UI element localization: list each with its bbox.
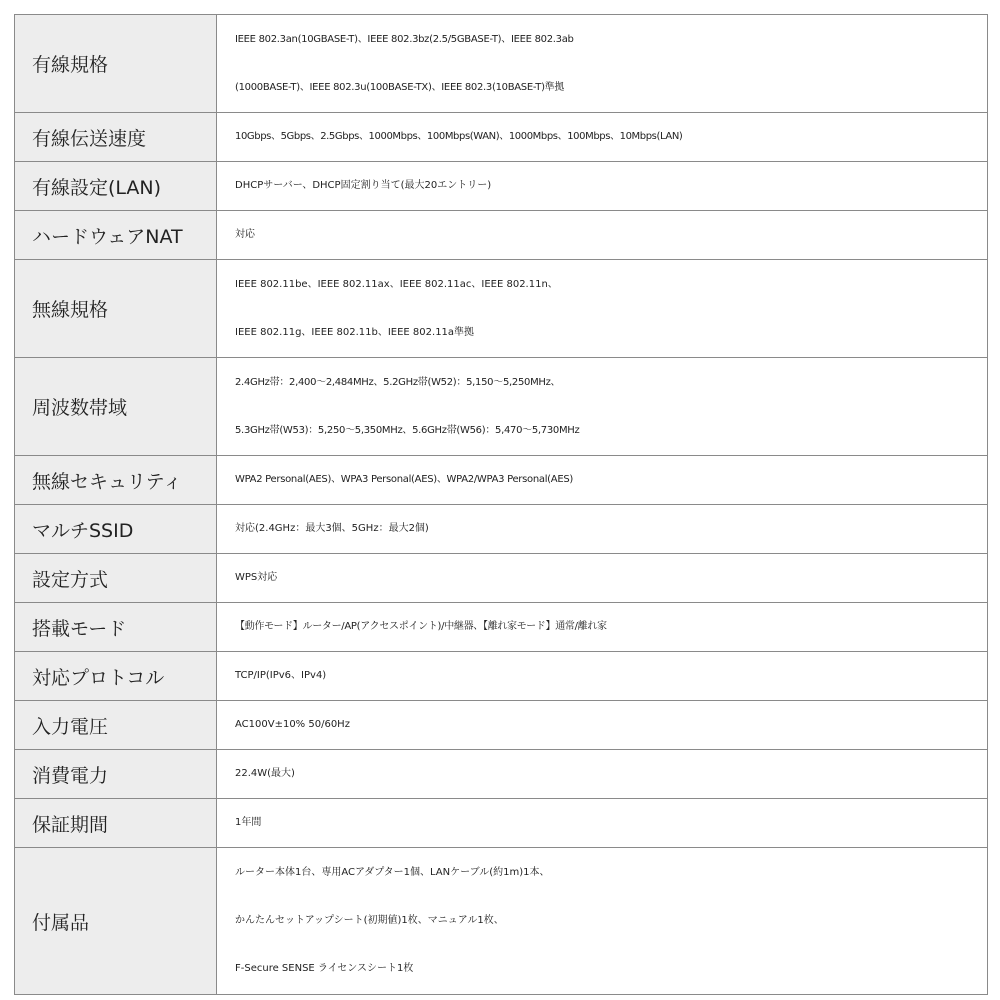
spec-value-line: IEEE 802.11g、IEEE 802.11b、IEEE 802.11a準拠 — [235, 326, 475, 338]
spec-value-line: IEEE 802.11be、IEEE 802.11ax、IEEE 802.11ac、IEEE 802.11n、 — [235, 278, 558, 290]
spec-value — [217, 505, 988, 554]
spec-value-line: 22.4W(最大) — [235, 768, 295, 779]
spec-label: 周波数帯域 — [15, 358, 217, 456]
spec-value-line: IEEE 802.3an(10GBASE-T)、IEEE 802.3bz(2.5/5GBASE-T)、IEEE 802.3ab — [235, 33, 574, 45]
spec-row-wireless-security — [15, 456, 988, 505]
spec-label: 付属品 — [15, 848, 217, 995]
spec-row-warranty — [15, 799, 988, 848]
spec-label: 消費電力 — [15, 750, 217, 799]
spec-row-input-voltage — [15, 701, 988, 750]
spec-row-accessories — [15, 848, 988, 995]
spec-label: 保証期間 — [15, 799, 217, 848]
spec-value-line: 10Gbps、5Gbps、2.5Gbps、1000Mbps、100Mbps(WAN)、1000Mbps、100Mbps、10Mbps(LAN) — [235, 131, 683, 142]
spec-row-wired-lan-settings — [15, 162, 988, 211]
spec-value — [217, 211, 988, 260]
spec-label: 無線規格 — [15, 260, 217, 358]
spec-label: ハードウェアNAT — [15, 211, 217, 260]
spec-value — [217, 554, 988, 603]
spec-value — [217, 603, 988, 652]
spec-table — [14, 14, 988, 995]
spec-row-protocols — [15, 652, 988, 701]
spec-row-multi-ssid — [15, 505, 988, 554]
spec-label: 無線セキュリティ — [15, 456, 217, 505]
spec-value-line: WPS対応 — [235, 572, 278, 583]
spec-value — [217, 162, 988, 211]
spec-value-line: 対応(2.4GHz：最大3個、5GHz：最大2個) — [235, 523, 429, 534]
spec-value-line: 2.4GHz帯：2,400～2,484MHz、5.2GHz帯(W52)：5,150～5,250MHz、 — [235, 376, 561, 388]
spec-label: 搭載モード — [15, 603, 217, 652]
spec-value-line: 対応 — [235, 229, 255, 240]
spec-value-line: (1000BASE-T)、IEEE 802.3u(100BASE-TX)、IEEE 802.3(10BASE-T)準拠 — [235, 81, 565, 93]
spec-row-hardware-nat — [15, 211, 988, 260]
spec-value — [217, 113, 988, 162]
spec-label: 有線伝送速度 — [15, 113, 217, 162]
spec-value-line: 1年間 — [235, 817, 262, 828]
spec-value-line: かんたんセットアップシート(初期値)1枚、マニュアル1枚、 — [235, 915, 504, 926]
spec-row-frequency-band — [15, 358, 988, 456]
spec-value — [217, 799, 988, 848]
spec-row-wired-standard — [15, 15, 988, 113]
spec-value-line: 5.3GHz帯(W53)：5,250～5,350MHz、5.6GHz帯(W56)：5,470～5,730MHz — [235, 424, 580, 436]
spec-label: 対応プロトコル — [15, 652, 217, 701]
spec-value-line: TCP/IP(IPv6、IPv4) — [235, 670, 327, 681]
spec-value — [217, 358, 988, 456]
spec-label: 有線規格 — [15, 15, 217, 113]
spec-value-line: F-Secure SENSE ライセンスシート1枚 — [235, 963, 414, 974]
spec-label: 有線設定(LAN) — [15, 162, 217, 211]
spec-value-line: WPA2 Personal(AES)、WPA3 Personal(AES)、WPA2/WPA3 Personal(AES) — [235, 474, 573, 485]
spec-value — [217, 456, 988, 505]
spec-row-modes — [15, 603, 988, 652]
spec-value — [217, 260, 988, 358]
spec-value — [217, 15, 988, 113]
spec-value-line: DHCPサーバー、DHCP固定割り当て(最大20エントリー) — [235, 180, 492, 191]
spec-value — [217, 750, 988, 799]
spec-value-line: AC100V±10% 50/60Hz — [235, 719, 350, 730]
spec-label: マルチSSID — [15, 505, 217, 554]
spec-value-line: ルーター本体1台、専用ACアダプター1個、LANケーブル(約1m)1本、 — [235, 867, 550, 878]
spec-row-wireless-standard — [15, 260, 988, 358]
spec-row-power-consumption — [15, 750, 988, 799]
spec-row-wired-speed — [15, 113, 988, 162]
spec-row-setup-method — [15, 554, 988, 603]
spec-label: 入力電圧 — [15, 701, 217, 750]
spec-value — [217, 652, 988, 701]
spec-value-line: 【動作モード】ルーター/AP(アクセスポイント)/中継器、【離れ家モード】通常/離れ家 — [235, 621, 607, 632]
spec-value — [217, 848, 988, 995]
spec-value — [217, 701, 988, 750]
spec-label: 設定方式 — [15, 554, 217, 603]
